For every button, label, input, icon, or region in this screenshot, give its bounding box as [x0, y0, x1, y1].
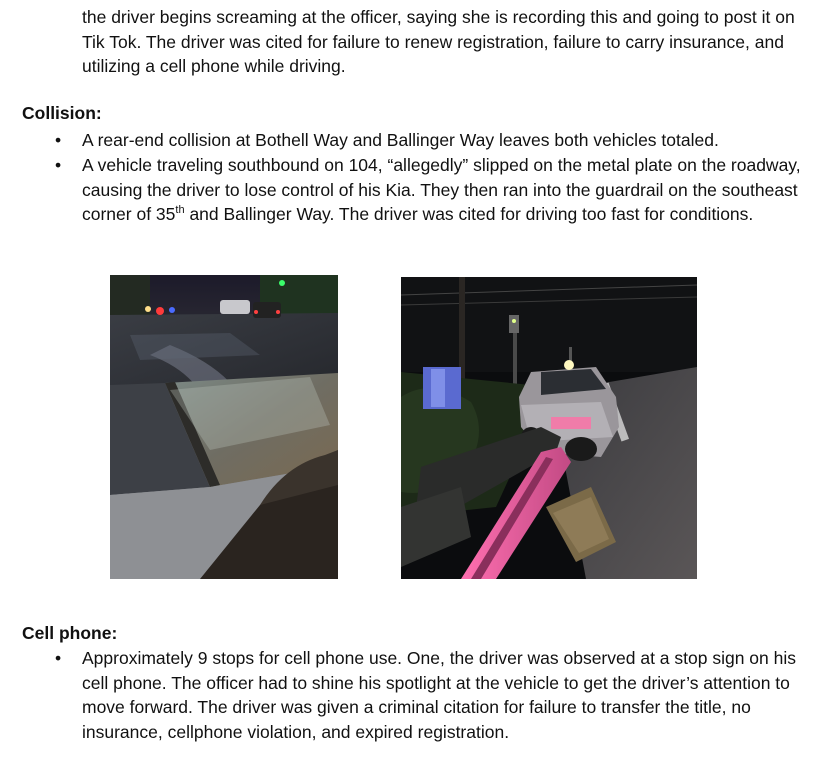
photo-kia-guardrail-crash [401, 277, 697, 579]
collision-item-2-text [82, 153, 817, 227]
collision-item-2-part1: A vehicle traveling southbound on 104, “allegedly” slipped on the metal plate on the roadway, causing the driver to lose control of his Kia. They then ran into the guardrail on the southeast corner of 35 [82, 155, 801, 224]
photo-metal-plate-intersection [110, 275, 338, 579]
photo-kia-crash-image [401, 277, 697, 579]
intro-paragraph: the driver begins screaming at the officer, saying she is recording this and going to post it on Tik Tok. The driver was cited for failure to renew registration, failure to carry insurance, and utilizing a cell phone while driving. [82, 7, 795, 76]
photo-metal-plate-image [110, 275, 338, 579]
collision-heading: Collision: [22, 103, 102, 123]
bullet-marker: • [55, 155, 62, 175]
collision-item-1-text: A rear-end collision at Bothell Way and Ballinger Way leaves both vehicles totaled. [82, 130, 719, 150]
bullet-marker: • [55, 648, 62, 668]
collision-item-2-part2: and Ballinger Way. The driver was cited for driving too fast for conditions. [184, 204, 754, 224]
cell-phone-item-1-text: Approximately 9 stops for cell phone use. One, the driver was observed at a stop sign on his cell phone. The officer had to shine his spotlight at the vehicle to get the driver’s attention to move forward. The driver was given a criminal citation for failure to transfer the title, no insurance, cellphone violation, and expired registration. [82, 648, 796, 742]
cell-phone-heading: Cell phone: [22, 623, 118, 643]
ordinal-suffix: th [175, 204, 185, 217]
bullet-marker: • [55, 130, 62, 150]
